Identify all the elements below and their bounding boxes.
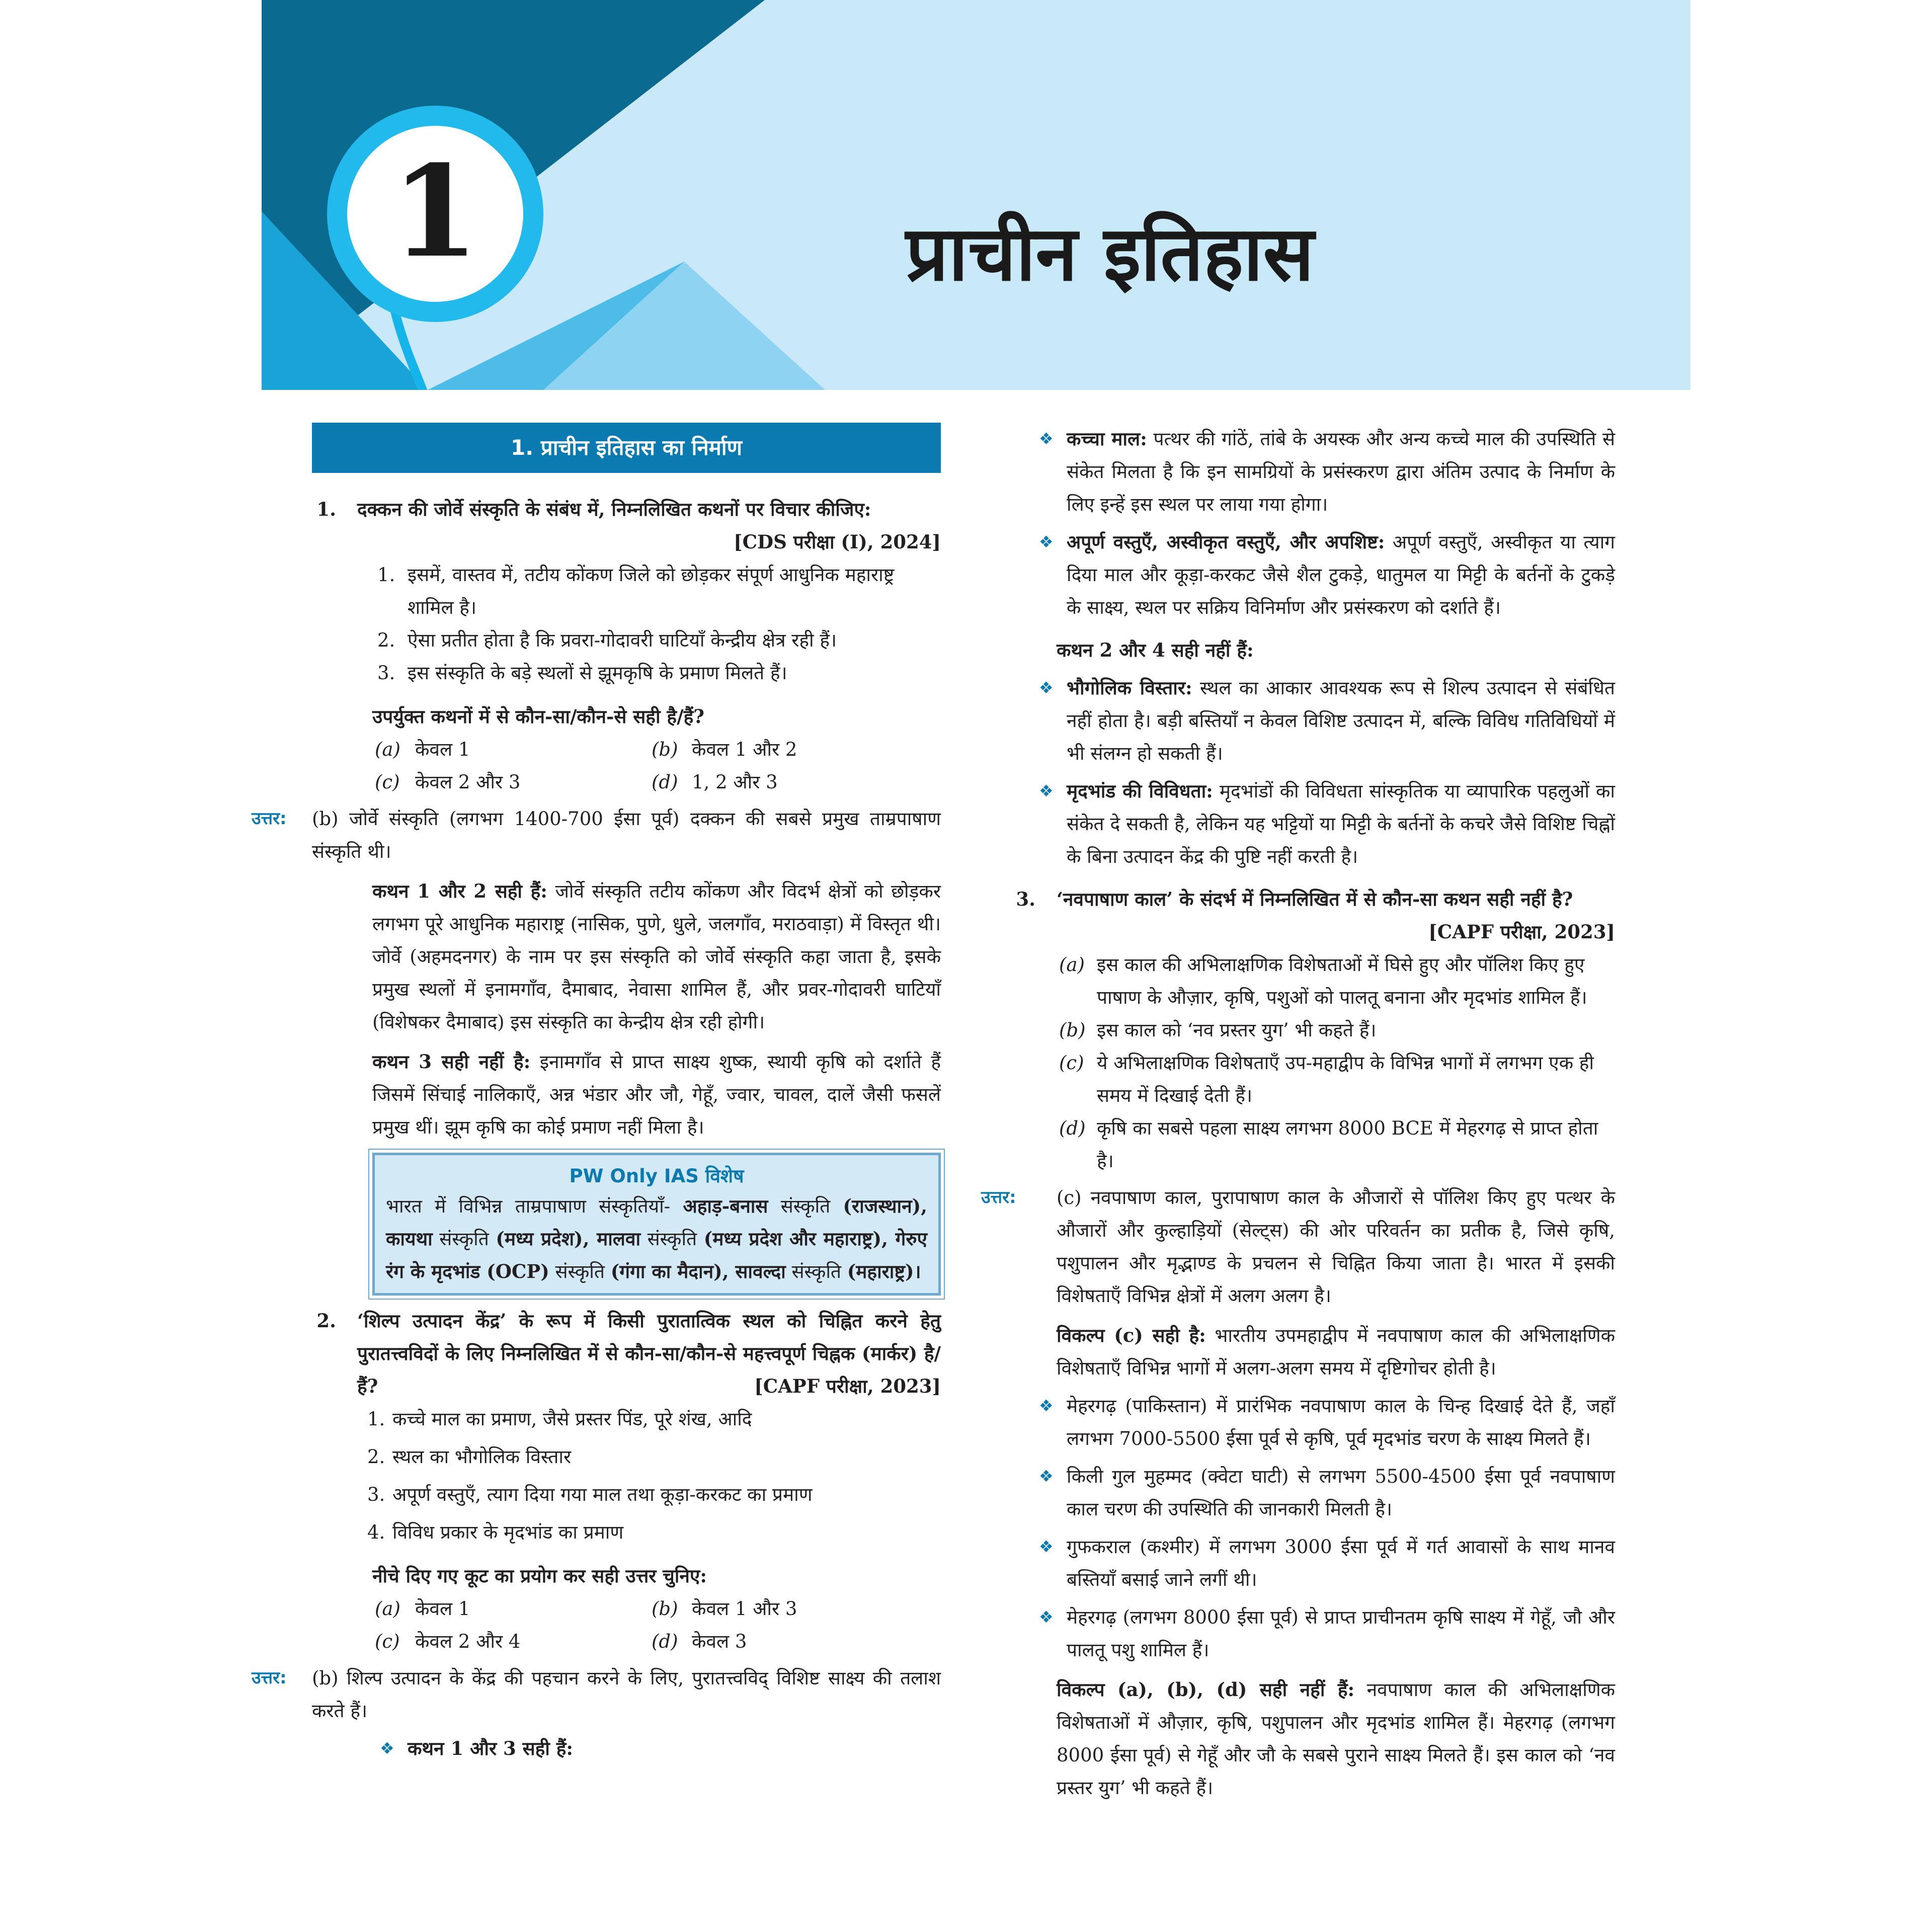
exam-ref: [CAPF परीक्षा, 2023]	[754, 1375, 941, 1397]
answer-text: (b) शिल्प उत्पादन के केंद्र की पहचान करने के लिए, पुरातत्त्वविद् विशिष्ट साक्ष्य की तलाश करते हैं।	[312, 1667, 941, 1722]
answer	[252, 1662, 941, 1727]
option-c: (c) केवल 2 और 4	[375, 1631, 521, 1652]
explanation-paragraph: कथन 1 और 2 सही हैं: जोर्वे संस्कृति तटीय कोंकण और विदर्भ क्षेत्रों को छोड़कर लगभग पूरे आधुनिक महाराष्ट्र (नासिक, पुणे, धुले, जलगाँव, मराठवाड़ा) में विस्तृत थी। जोर्वे (अहमदनगर) के नाम पर इस संस्कृति को जोर्वे संस्कृति कहा जाता है, इसके प्रमुख स्थलों में इनामगाँव, दैमाबाद, नेवासा शामिल हैं, और प्रवर-गोदावरी घाटियाँ (विशेषकर दैमाबाद) इस संस्कृति का केन्द्रीय क्षेत्र रही होगी।	[372, 880, 941, 1033]
option-b: (b) केवल 1 और 2	[652, 739, 797, 760]
left-column	[252, 423, 941, 1765]
bullet-item: ❖ मेहरगढ़ (लगभग 8000 ईसा पूर्व) से प्राप्त प्राचीनतम कृषि साक्ष्य में गेहूँ, जौ और पालतू पशु शामिल हैं।	[1026, 1601, 1615, 1666]
diamond-bullet-icon: ❖	[1039, 1537, 1054, 1556]
exam-ref: [CDS परीक्षा (I), 2024]	[734, 531, 941, 553]
answer	[981, 1181, 1615, 1312]
option-b: (b) इस काल को ‘नव प्रस्तर युग’ भी कहते हैं।	[1059, 1019, 1377, 1041]
diamond-bullet-icon: ❖	[1039, 1396, 1054, 1415]
bullet-item: ❖ अपूर्ण वस्तुएँ, अस्वीकृत वस्तुएँ, और अपशिष्ट: अपूर्ण वस्तुएँ, अस्वीकृत या त्याग दिया माल और कूड़ा-करकट जैसे शैल टुकड़े, धातुमल या मिट्टी के बर्तनों के टुकड़े के साक्ष्य, स्थल पर सक्रिय विनिर्माण और प्रसंस्करण को दर्शाते हैं।	[1026, 526, 1615, 624]
right-column	[981, 423, 1616, 1804]
question-number: 2.	[316, 1310, 336, 1332]
answer-label: उत्तर:	[252, 809, 287, 829]
box-title: PW Only IAS विशेष	[569, 1165, 744, 1187]
option-a: (a) इस काल की अभिलाक्षणिक विशेषताओं में घिसे हुए और पॉलिश किए हुए पाषाण के औज़ार, कृषि, पशुओं को पालतू बनाना और मृदभांड शामिल हैं।	[1059, 954, 1587, 1008]
explanation-paragraph: विकल्प (c) सही है: भारतीय उपमहाद्वीप में नवपाषाण काल की अभिलाक्षणिक विशेषताएँ विभिन्न भागों में अलग-अलग समय में दृष्टिगोचर होती है।	[1057, 1324, 1616, 1379]
answer-label: उत्तर:	[981, 1187, 1016, 1208]
question-1	[312, 493, 941, 558]
chapter-number: 1	[391, 137, 479, 285]
question-text: ‘शिल्प उत्पादन केंद्र’ के रूप में किसी पुरातात्विक स्थल को चिह्नित करने हेतु पुरातत्त्वविदों के लिए निम्नलिखित में से कौन-सा/कौन-से महत्त्वपूर्ण चिह्नक (मार्कर) है/हैं?	[357, 1310, 941, 1397]
diamond-bullet-icon: ❖	[1039, 532, 1054, 551]
statement: 3. इस संस्कृति के बड़े स्थलों से झूमकृषि के प्रमाण मिलते हैं।	[377, 662, 787, 684]
statement: 2. स्थल का भौगोलिक विस्तार	[367, 1446, 572, 1468]
question-text: ‘नवपाषाण काल’ के संदर्भ में निम्नलिखित में से कौन-सा कथन सही नहीं है?	[1057, 888, 1573, 910]
bullet-item: ❖ गुफकराल (कश्मीर) में लगभग 3000 ईसा पूर्व में गर्त आवासों के साथ मानव बस्तियाँ बसाई जाने लगीं थी।	[1026, 1531, 1615, 1596]
answer-label: उत्तर:	[252, 1668, 287, 1688]
diamond-bullet-icon: ❖	[1039, 429, 1054, 448]
exam-ref: [CAPF परीक्षा, 2023]	[1428, 921, 1615, 943]
explanation-heading: कथन 2 और 4 सही नहीं हैं:	[1057, 639, 1254, 661]
question-2	[312, 1305, 941, 1403]
options	[312, 733, 941, 798]
option-d: (d) 1, 2 और 3	[652, 771, 778, 793]
option-a: (a) केवल 1	[375, 1598, 470, 1620]
diamond-bullet-icon: ❖	[1039, 781, 1054, 800]
question-ask: नीचे दिए गए कूट का प्रयोग कर सही उत्तर चुनिए:	[372, 1565, 707, 1587]
options	[312, 1592, 941, 1658]
bullet-item: ❖ कच्चा माल: पत्थर की गांठें, तांबे के अयस्क और अन्य कच्चे माल की उपस्थिति से संकेत मिलता है कि इन सामग्रियों के प्रसंस्करण द्वारा अंतिम उत्पाद के निर्माण के लिए इन्हें इस स्थल पर लाया गया होगा।	[1026, 423, 1615, 521]
question-number: 1.	[316, 498, 336, 520]
box-text: भारत में विभिन्न ताम्रपाषाण संस्कृतियाँ- अहाड़-बनास संस्कृति (राजस्थान), कायथा संस्कृति (मध्य प्रदेश), मालवा संस्कृति (मध्य प्रदेश और महाराष्ट्र), गेरुए रंग के मृदभांड (OCP) संस्कृति (गंगा का मैदान), सावल्दा संस्कृति (महाराष्ट्र)।	[386, 1195, 927, 1282]
section-title: 1. प्राचीन इतिहास का निर्माण	[312, 423, 941, 473]
question-3	[1016, 883, 1615, 948]
bullet-item: ❖ किली गुल मुहम्मद (क्वेटा घाटी) से लगभग 5500-4500 ईसा पूर्व नवपाषाण काल चरण की उपस्थिति की जानकारी मिलती है।	[1026, 1460, 1615, 1525]
option-c: (c) ये अभिलाक्षणिक विशेषताएँ उप-महाद्वीप के विभिन्न भागों में लगभग एक ही समय में दिखाई देती हैं।	[1059, 1052, 1594, 1106]
statement: 2. ऐसा प्रतीत होता है कि प्रवरा-गोदावरी घाटियाँ केन्द्रीय क्षेत्र रही हैं।	[377, 629, 837, 651]
bullet-item: ❖ मेहरगढ़ (पाकिस्तान) में प्रारंभिक नवपाषाण काल के चिन्ह दिखाई देते हैं, जहाँ लगभग 7000-5500 ईसा पूर्व से कृषि, पूर्व मृदभांड चरण के साक्ष्य मिलते हैं।	[1026, 1390, 1615, 1455]
question-number: 3.	[1016, 888, 1035, 910]
bullet-item: ❖ भौगोलिक विस्तार: स्थल का आकार आवश्यक रूप से शिल्प उत्पादन से संबंधित नहीं होता है। बड़ी बस्तियाँ न केवल विशिष्ट उत्पादन में, बल्कि विविध गतिविधियों में भी संलग्न हो सकती हैं।	[1026, 672, 1615, 770]
answer-text: (b) जोर्वे संस्कृति (लगभग 1400-700 ईसा पूर्व) दक्कन की सबसे प्रमुख ताम्रपाषाण संस्कृति थी।	[312, 808, 941, 862]
question-text: दक्कन की जोर्वे संस्कृति के संबंध में, निम्नलिखित कथनों पर विचार कीजिए:	[357, 498, 871, 520]
answer	[252, 802, 941, 868]
option-a: (a) केवल 1	[375, 739, 470, 760]
bullet-item: ❖ कथन 1 और 3 सही हैं:	[367, 1732, 941, 1765]
option-d: (d) कृषि का सबसे पहला साक्ष्य लगभग 8000 BCE में मेहरगढ़ से प्राप्त होता है।	[1059, 1117, 1598, 1172]
diamond-bullet-icon: ❖	[1039, 1467, 1054, 1486]
option-d: (d) केवल 3	[652, 1631, 747, 1652]
option-b: (b) केवल 1 और 3	[652, 1598, 797, 1620]
answer-text: (c) नवपाषाण काल, पुरापाषाण काल के औजारों से पॉलिश किए हुए पत्थर के औजारों और कुल्हाड़ियों (सेल्ट्स) की ओर परिवर्तन का प्रतीक है, जिसे कृषि, पशुपालन और मृद्भाण्ड के प्रचलन से चिह्नित किया जाता है। भारत में इसकी विशेषताएँ विभिन्न क्षेत्रों में अलग अलग है।	[1057, 1187, 1615, 1307]
diamond-bullet-icon: ❖	[380, 1739, 394, 1758]
statement: 4. विविध प्रकार के मृदभांड का प्रमाण	[367, 1521, 624, 1543]
statement: 1. इसमें, वास्तव में, तटीय कोंकण जिले को छोड़कर संपूर्ण आधुनिक महाराष्ट्र शामिल है।	[377, 564, 895, 618]
diamond-bullet-icon: ❖	[1039, 678, 1054, 697]
question-ask: उपर्युक्त कथनों में से कौन-सा/कौन-से सही है/हैं?	[372, 705, 704, 728]
chapter-title: प्राचीन इतिहास	[906, 210, 1314, 298]
bullet-item: ❖ मृदभांड की विविधता: मृदभांडों की विविधता सांस्कृतिक या व्यापारिक पहलुओं का संकेत दे सकती है, लेकिन यह भट्टियों या मिट्टी के बर्तनों के कचरे जैसे विशिष्ट चिह्नों के बिना उत्पादन केंद्र की पुष्टि नहीं करती है।	[1026, 775, 1615, 873]
statement: 1. कच्चे माल का प्रमाण, जैसे प्रस्तर पिंड, पूरे शंख, आदि	[367, 1408, 752, 1430]
special-note-box	[372, 1153, 941, 1296]
diamond-bullet-icon: ❖	[1039, 1607, 1054, 1627]
option-c: (c) केवल 2 और 3	[375, 771, 521, 793]
explanation-paragraph: विकल्प (a), (b), (d) सही नहीं हैं: नवपाषाण काल की अभिलाक्षणिक विशेषताओं में औज़ार, कृषि, पशुपालन और मृदभांड शामिल हैं। मेहरगढ़ (लगभग 8000 ईसा पूर्व) से गेहूँ और जौ के सबसे पुराने साक्ष्य मिलते हैं। इस काल को ‘नव प्रस्तर युग’ भी कहते हैं।	[1057, 1678, 1616, 1799]
explanation-paragraph: कथन 3 सही नहीं है: इनामगाँव से प्राप्त साक्ष्य शुष्क, स्थायी कृषि को दर्शाते हैं जिसमें सिंचाई नालिकाएँ, अन्न भंडार और जौ, गेहूँ, ज्वार, चावल, दालें जैसी फसलें प्रमुख थीं। झूम कृषि का कोई प्रमाण नहीं मिला है।	[372, 1051, 941, 1138]
statement: 3. अपूर्ण वस्तुएँ, त्याग दिया गया माल तथा कूड़ा-करकट का प्रमाण	[367, 1484, 813, 1505]
